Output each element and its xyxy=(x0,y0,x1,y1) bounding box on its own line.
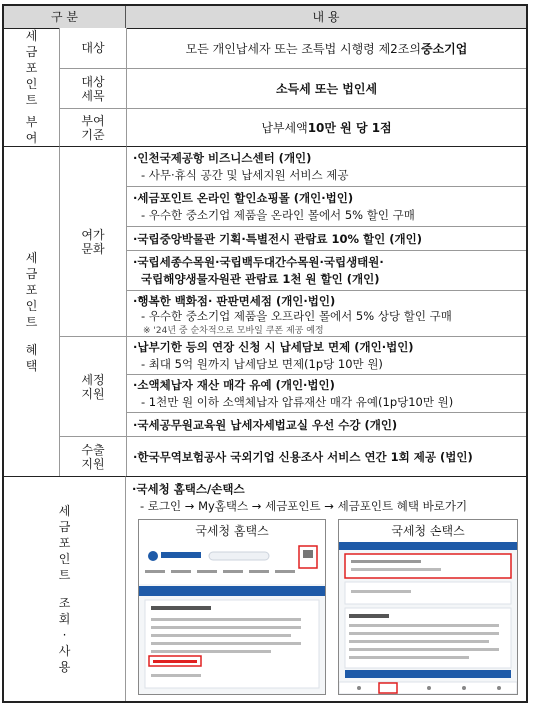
item-incheon xyxy=(126,146,526,186)
section-grant-label xyxy=(4,28,60,146)
item-collateral xyxy=(126,336,526,374)
item-museum xyxy=(126,226,526,250)
hometax-caption: 국세청 홈택스 xyxy=(139,520,325,542)
item-desc: - 우수한 중소기업 제품을 오프라인 몰에서 5% 상당 할인 구매 xyxy=(141,309,452,323)
grant-basis-content xyxy=(126,108,526,146)
hometax-page-image xyxy=(139,542,325,694)
label-char: 부 xyxy=(25,115,38,129)
item-title: ·한국무역보험공사 국외기업 신용조사 서비스 연간 1회 제공 (법인) xyxy=(133,450,473,464)
sub-leisure xyxy=(60,146,126,336)
item-title: ·소액체납자 재산 매각 유예 (개인·법인) xyxy=(133,378,335,392)
label-char: 여 xyxy=(25,131,38,145)
label-char: 택 xyxy=(25,358,38,373)
label-char: 금 xyxy=(25,266,38,281)
sub-tax-item xyxy=(60,68,126,108)
sub-label: 수출 지원 xyxy=(81,442,105,471)
header-category: 구 분 xyxy=(4,6,126,28)
item-title: ·납부기한 등의 연장 신청 시 납세담보 면제 (개인·법인) xyxy=(133,340,414,354)
item-online-mall xyxy=(126,186,526,226)
item-tax-class xyxy=(126,412,526,436)
label-char: 세 xyxy=(58,504,71,518)
sub-label: 대상 세목 xyxy=(81,74,105,103)
sub-label: 부여 기준 xyxy=(81,113,105,142)
label-char: 금 xyxy=(58,520,71,534)
item-title: ·세금포인트 온라인 할인쇼핑몰 (개인·법인) xyxy=(133,191,354,205)
item-arboretum xyxy=(126,250,526,290)
item-desc: - 최대 5억 원까지 납세담보 면제(1p당 10만 원) xyxy=(141,357,383,371)
sontax-screenshot xyxy=(338,519,518,695)
item-title: ·행복한 백화점· 판판면세점 (개인·법인) xyxy=(133,294,336,308)
usage-content xyxy=(126,476,526,701)
label-char: 사 xyxy=(58,644,71,658)
label-char: 혜 xyxy=(25,342,38,357)
item-desc: - 사무·휴식 공간 및 납세지원 서비스 제공 xyxy=(141,168,349,182)
label-char: · xyxy=(62,628,67,642)
label-char: 트 xyxy=(25,314,38,329)
item-note: ※ '24년 중 순차적으로 모바일 쿠폰 제공 예정 xyxy=(143,326,324,336)
sub-label: 여가 문화 xyxy=(81,227,105,256)
sontax-caption: 국세청 손택스 xyxy=(339,520,517,542)
label-char: 트 xyxy=(25,93,38,107)
item-desc: - 1천만 원 이하 소액체납자 압류재산 매각 유예(1p당10만 원) xyxy=(141,395,454,409)
basis-text: 납부세액 xyxy=(261,121,308,135)
item-title: ·국립세종수목원·국립백두대간수목원·국립생태원· xyxy=(133,255,384,269)
sub-export xyxy=(60,436,126,476)
item-title: ·국립중앙박물관 기획·특별전시 관람료 10% 할인 (개인) xyxy=(133,232,422,246)
header-content: 내 용 xyxy=(312,10,340,24)
item-title: ·인천국제공항 비즈니스센터 (개인) xyxy=(133,151,312,165)
label-char: 포 xyxy=(25,282,38,297)
sontax-page-image xyxy=(339,542,517,694)
benefits-table xyxy=(2,4,528,703)
sub-label: 대상 xyxy=(81,41,105,55)
item-title: ·국세공무원교육원 납세자세법교실 우선 수강 (개인) xyxy=(133,418,398,432)
label-char: 세 xyxy=(25,250,38,265)
target-content xyxy=(126,28,526,68)
label-char: 용 xyxy=(58,660,71,674)
label-char: 포 xyxy=(25,61,38,75)
target-text-bold: 중소기업 xyxy=(421,41,468,56)
basis-text-bold: 10만 원 당 1점 xyxy=(307,121,392,135)
section-usage-label xyxy=(4,476,126,701)
item-desc: - 우수한 중소기업 제품을 온라인 몰에서 5% 할인 구매 xyxy=(141,208,415,222)
label-char: 금 xyxy=(25,45,38,59)
sub-target xyxy=(60,28,126,68)
hometax-screenshot xyxy=(138,519,326,695)
sub-grant-basis xyxy=(60,108,126,146)
usage-path: - 로그인 → My홈택스 → 세금포인트 → 세금포인트 혜택 바로가기 xyxy=(140,499,468,513)
label-char: 세 xyxy=(25,29,38,43)
label-char: 인 xyxy=(25,298,38,313)
label-char: 조 xyxy=(58,596,71,610)
label-char: 인 xyxy=(58,552,71,566)
item-trade-insurance xyxy=(126,436,526,476)
table-header xyxy=(4,6,526,29)
sub-tax-support xyxy=(60,336,126,436)
label-char: 인 xyxy=(25,77,38,91)
usage-title: ·국세청 홈택스/손택스 xyxy=(132,482,245,496)
tax-item-content xyxy=(126,68,526,108)
tax-item-text: 소득세 또는 법인세 xyxy=(275,82,378,96)
label-char: 트 xyxy=(58,568,71,582)
item-delinquent xyxy=(126,374,526,412)
target-text: 모든 개인납세자 또는 조특법 시행령 제2조의 xyxy=(185,41,421,56)
item-title-cont: 국립해양생물자원관 관람료 1천 원 할인 (개인) xyxy=(141,272,380,286)
item-department xyxy=(126,290,526,336)
label-char: 회 xyxy=(58,612,71,626)
sub-label: 세정 지원 xyxy=(81,372,105,401)
section-benefit-label xyxy=(4,146,60,476)
label-char: 포 xyxy=(58,536,71,550)
